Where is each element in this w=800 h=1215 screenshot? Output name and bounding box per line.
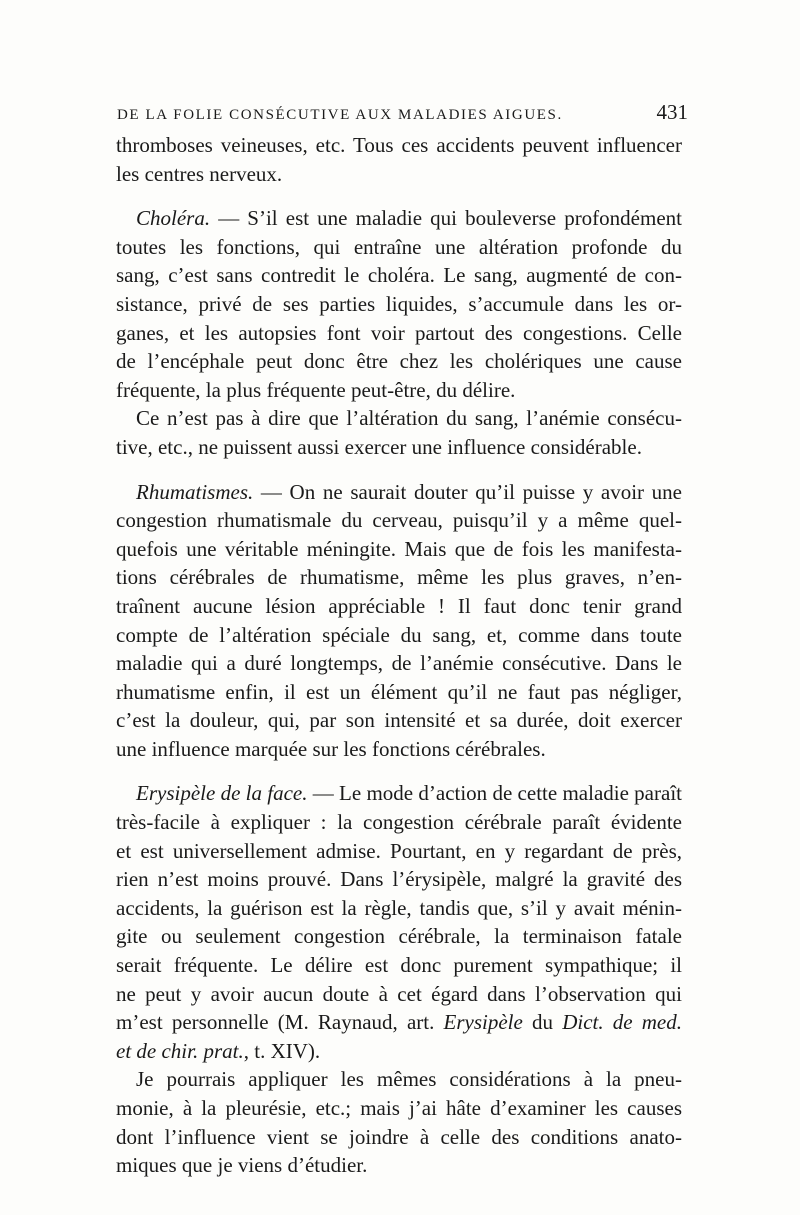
text-line: compte de l’altération spéciale du sang, et, comme dans toute — [116, 622, 682, 647]
text-line: ne peut y avoir aucun doute à cet égard dans l’observation qui — [116, 981, 682, 1006]
text-line: et est universellement admise. Pourtant, en y regardant de près, — [116, 838, 682, 863]
section-first-line: Choléra. — S’il est une maladie qui bouleverse profondément — [136, 206, 682, 231]
text-line: de l’encéphale peut donc être chez les cholériques une cause — [116, 349, 682, 374]
text-line: thromboses veineuses, etc. Tous ces accidents peuvent influencer — [116, 133, 682, 157]
text-line: gite ou seulement congestion cérébrale, la terminaison fatale — [116, 924, 682, 949]
text-line: tive, etc., ne puissent aussi exercer une influence considérable. — [116, 434, 642, 459]
text-line: fréquente, la plus fréquente peut-être, du délire. — [116, 377, 516, 402]
body-text — [116, 131, 682, 1180]
reference-dictionary-cont: et de chir. prat. — [116, 1038, 244, 1063]
text-line: rien n’est moins prouvé. Dans l’érysipèle, malgré la gravité des — [116, 867, 682, 892]
text-line: ganes, et les autopsies font voir partout des congestions. Celle — [116, 320, 682, 345]
text-line: serait fréquente. Le délire est donc purement sympathique; il — [116, 953, 682, 978]
section-heading-erysipele: Erysipèle de la face. — [136, 781, 308, 806]
text-line: miques que je viens d’étudier. — [116, 1153, 368, 1178]
running-title: DE LA FOLIE CONSÉCUTIVE AUX MALADIES AIGUES. — [117, 107, 563, 123]
text-line: traînent aucune lésion appréciable ! Il faut donc tenir grand — [116, 593, 682, 618]
text-line: très-facile à expliquer : la congestion cérébrale paraît évidente — [116, 810, 682, 835]
page-number: 431 — [656, 100, 688, 124]
text-line: toutes les fonctions, qui entraîne une altération profonde du — [116, 234, 682, 259]
text-line: une influence marquée sur les fonctions cérébrales. — [116, 736, 546, 761]
section-heading-rhumatismes: Rhumatismes. — [136, 479, 254, 504]
text-line: maladie qui a duré longtemps, de l’anémie consécutive. Dans le — [116, 651, 682, 676]
text-line: Je pourrais appliquer les mêmes considérations à la pneu- — [136, 1067, 682, 1092]
reference-article: Erysipèle — [443, 1010, 523, 1035]
running-header — [117, 100, 688, 125]
text-line: monie, à la pleurésie, etc.; mais j’ai hâte d’examiner les causes — [116, 1096, 682, 1120]
text-line: rhumatisme enfin, il est un élément qu’il ne faut pas négliger, — [116, 679, 682, 704]
reference-dictionary: Dict. de med. — [562, 1010, 682, 1035]
text-line: sang, c’est sans contredit le choléra. Le sang, augmenté de con- — [116, 263, 682, 288]
text-line: accidents, la guérison est la règle, tandis que, s’il y avait ménin- — [116, 895, 682, 920]
text-line: les centres nerveux. — [116, 161, 283, 186]
text-line: sistance, privé de ses parties liquides, s’accumule dans les or- — [116, 291, 682, 316]
section-first-line: Rhumatismes. — On ne saurait douter qu’il puisse y avoir une — [136, 479, 682, 504]
text-line: congestion rhumatismale du cerveau, puisqu’il y a même quel- — [116, 508, 682, 533]
text-line: quefois une véritable méningite. Mais que de fois les manifesta- — [116, 536, 682, 561]
text-line: c’est la douleur, qui, par son intensité et sa durée, doit exercer — [116, 708, 682, 733]
text-line: dont l’influence vient se joindre à celle des conditions anato- — [116, 1124, 682, 1149]
text-line-reference: et de chir. prat., t. XIV). — [116, 1038, 321, 1063]
text-line: Ce n’est pas à dire que l’altération du sang, l’anémie consécu- — [136, 406, 682, 431]
section-heading-cholera: Choléra. — [136, 206, 211, 231]
text-line-reference: m’est personnelle (M. Raynaud, art. Erysipèle du Dict. de med. — [116, 1010, 682, 1035]
text-line: tions cérébrales de rhumatisme, même les plus graves, n’en- — [116, 565, 682, 590]
section-first-line: Erysipèle de la face. — Le mode d’action de cette maladie paraît — [136, 781, 682, 806]
